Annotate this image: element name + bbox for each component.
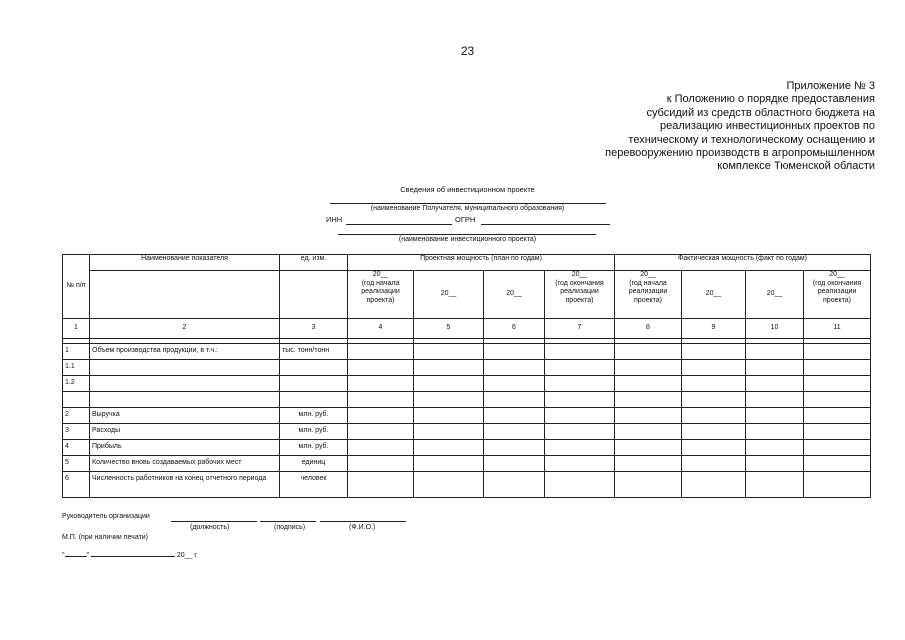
data-cell[interactable] [615, 440, 682, 456]
data-cell[interactable] [545, 424, 615, 440]
table-row [63, 472, 871, 498]
ogrn-label: ОГРН [455, 215, 476, 224]
year-note: (год начала реализации проекта) [361, 279, 400, 304]
year-note: (год начала реализации проекта) [628, 279, 668, 304]
data-cell[interactable] [414, 440, 484, 456]
data-cell[interactable] [348, 424, 414, 440]
data-cell[interactable] [545, 360, 615, 376]
month-blank[interactable] [91, 556, 175, 557]
header-plan-group: Проектная мощность (план по годам) [348, 255, 615, 271]
row-num: 1 [63, 344, 90, 360]
col-number: 4 [348, 319, 414, 339]
row-num: 2 [63, 408, 90, 424]
data-cell[interactable] [746, 344, 804, 360]
row-name: Объем производства продукции, в т.ч.: [90, 344, 280, 360]
year-label: 20__ [440, 290, 457, 298]
data-cell[interactable] [746, 424, 804, 440]
col-number: 2 [90, 319, 280, 339]
data-cell[interactable] [804, 472, 871, 498]
fact-year-2 [682, 271, 746, 319]
col-number: 1 [63, 319, 90, 339]
data-cell[interactable] [682, 472, 746, 498]
recipient-caption: (наименование Получателя, муниципального образования) [370, 205, 565, 212]
data-cell[interactable] [484, 440, 545, 456]
data-cell[interactable] [746, 392, 804, 408]
year-note: (год окончания реализации проекта) [555, 279, 604, 304]
data-cell[interactable] [348, 440, 414, 456]
row-name[interactable] [90, 392, 280, 408]
data-cell[interactable] [348, 392, 414, 408]
data-cell[interactable] [545, 472, 615, 498]
col-number: 7 [545, 319, 615, 339]
data-cell[interactable] [545, 392, 615, 408]
data-cell[interactable] [414, 392, 484, 408]
data-cell[interactable] [545, 456, 615, 472]
row-name: Количество вновь создаваемых рабочих мест [90, 456, 280, 472]
inn-label: ИНН [326, 215, 343, 224]
header-unit-blank [280, 271, 348, 319]
row-num: 1.1 [63, 360, 90, 376]
col-number: 3 [280, 319, 348, 339]
row-num: 5 [63, 456, 90, 472]
data-cell[interactable] [682, 456, 746, 472]
data-cell[interactable] [682, 376, 746, 392]
data-cell[interactable] [545, 376, 615, 392]
year-label: 20__ [372, 271, 389, 278]
table-row [63, 392, 871, 408]
data-cell[interactable] [804, 376, 871, 392]
plan-year-2 [414, 271, 484, 319]
row-unit: единиц [280, 456, 348, 472]
fio-line[interactable] [320, 521, 406, 522]
signature-caption: (подпись) [274, 524, 306, 531]
data-cell[interactable] [746, 376, 804, 392]
data-cell[interactable] [682, 440, 746, 456]
table-row [63, 440, 871, 456]
recipient-name-line[interactable] [330, 203, 606, 204]
fio-caption: (Ф.И.О.) [349, 524, 376, 531]
data-cell[interactable] [484, 376, 545, 392]
col-number: 8 [615, 319, 682, 339]
data-cell[interactable] [804, 456, 871, 472]
appendix-line: перевооружению производств в агропромышленном [605, 147, 875, 160]
data-cell[interactable] [348, 344, 414, 360]
row-name[interactable] [90, 376, 280, 392]
inn-line[interactable] [346, 224, 452, 225]
data-cell[interactable] [414, 424, 484, 440]
data-cell[interactable] [484, 392, 545, 408]
data-cell[interactable] [804, 424, 871, 440]
data-cell[interactable] [804, 408, 871, 424]
appendix-header [555, 80, 875, 174]
appendix-line: техническому и технологическому оснащению и [628, 133, 875, 146]
row-num: 3 [63, 424, 90, 440]
data-cell[interactable] [804, 392, 871, 408]
data-cell[interactable] [348, 408, 414, 424]
data-cell[interactable] [615, 392, 682, 408]
row-name: Выручка [90, 408, 280, 424]
header-name: Наименование показателя [90, 255, 280, 271]
stamp-note: М.П. (при наличии печати) [62, 534, 149, 541]
data-cell[interactable] [746, 472, 804, 498]
plan-year-4 [545, 271, 615, 319]
data-cell[interactable] [348, 472, 414, 498]
year-note: (год окончания реализации проекта) [812, 279, 862, 304]
data-cell[interactable] [348, 456, 414, 472]
col-number: 9 [682, 319, 746, 339]
data-cell[interactable] [615, 408, 682, 424]
data-cell[interactable] [682, 408, 746, 424]
data-cell[interactable] [682, 360, 746, 376]
row-num: 4 [63, 440, 90, 456]
appendix-line: к Положению о порядке предоставления [666, 93, 875, 106]
col-number: 5 [414, 319, 484, 339]
head-of-organization-label: Руководитель организации [62, 513, 150, 520]
data-cell[interactable] [615, 344, 682, 360]
data-cell[interactable] [484, 344, 545, 360]
date-quote-close: " [86, 552, 89, 559]
data-cell[interactable] [804, 440, 871, 456]
data-cell[interactable] [746, 408, 804, 424]
col-number: 11 [804, 319, 871, 339]
position-caption: (должность) [190, 524, 230, 531]
day-blank[interactable] [65, 556, 87, 557]
data-cell[interactable] [414, 344, 484, 360]
year-label: 20__ [766, 290, 783, 298]
signature-line[interactable] [260, 521, 316, 522]
table-row [63, 408, 871, 424]
table-row [63, 424, 871, 440]
data-cell[interactable] [414, 472, 484, 498]
col-number: 6 [484, 319, 545, 339]
form-title: Сведения об инвестиционном проекте [400, 185, 535, 194]
project-caption: (наименование инвестиционного проекта) [398, 236, 537, 243]
table-row [63, 456, 871, 472]
row-name: Расходы [90, 424, 280, 440]
data-cell[interactable] [545, 408, 615, 424]
column-numbers-row [63, 319, 871, 339]
data-cell[interactable] [414, 456, 484, 472]
row-unit[interactable] [280, 376, 348, 392]
row-unit[interactable] [280, 360, 348, 376]
row-unit: млн. руб. [280, 440, 348, 456]
col-number: 10 [746, 319, 804, 339]
fact-year-1 [615, 271, 682, 319]
data-cell[interactable] [484, 472, 545, 498]
data-cell[interactable] [682, 392, 746, 408]
data-cell[interactable] [545, 344, 615, 360]
data-cell[interactable] [804, 360, 871, 376]
year-label: 20__ [506, 290, 522, 298]
ogrn-line[interactable] [481, 224, 610, 225]
data-cell[interactable] [682, 344, 746, 360]
data-cell[interactable] [414, 360, 484, 376]
row-name[interactable] [90, 360, 280, 376]
header-unit: ед. изм. [280, 255, 348, 271]
header-name-blank [90, 271, 280, 319]
page-number: 23 [460, 44, 475, 58]
data-cell[interactable] [615, 376, 682, 392]
data-cell[interactable] [746, 360, 804, 376]
data-cell[interactable] [414, 408, 484, 424]
data-cell[interactable] [682, 424, 746, 440]
data-cell[interactable] [746, 456, 804, 472]
data-cell[interactable] [484, 456, 545, 472]
appendix-line: субсидий из средств областного бюджета на [646, 106, 875, 119]
year-label: 20__ [705, 290, 722, 298]
table-row [63, 344, 871, 360]
project-data-table [62, 254, 871, 498]
data-cell[interactable] [545, 440, 615, 456]
position-line[interactable] [171, 521, 257, 522]
header-num: № п/п [63, 255, 90, 319]
data-cell[interactable] [615, 424, 682, 440]
data-cell[interactable] [746, 440, 804, 456]
row-name: Прибыль [90, 440, 280, 456]
data-cell[interactable] [484, 424, 545, 440]
plan-year-1 [348, 271, 414, 319]
appendix-line: реализацию инвестиционных проектов по [660, 120, 875, 133]
data-cell[interactable] [615, 456, 682, 472]
fact-year-3 [746, 271, 804, 319]
row-unit[interactable] [280, 392, 348, 408]
row-unit: тыс. тонн/тонн [280, 344, 348, 360]
year-label: 20__ [829, 271, 845, 278]
date-year: 20__ г [176, 552, 197, 559]
data-cell[interactable] [484, 360, 545, 376]
project-name-line[interactable] [338, 234, 596, 235]
row-num [63, 392, 90, 408]
date-line [62, 552, 197, 559]
table-row [63, 376, 871, 392]
row-unit: млн. руб. [280, 408, 348, 424]
date-quote-open: " [62, 552, 65, 559]
appendix-line: Приложение № 3 [786, 80, 875, 92]
data-cell[interactable] [348, 360, 414, 376]
row-unit: человек [280, 472, 348, 498]
data-cell[interactable] [348, 376, 414, 392]
table-row [63, 360, 871, 376]
data-cell[interactable] [615, 472, 682, 498]
appendix-line: комплексе Тюменской области [717, 160, 875, 173]
plan-year-3 [484, 271, 545, 319]
data-cell[interactable] [804, 344, 871, 360]
row-unit: млн. руб. [280, 424, 348, 440]
row-name: Численность работников на конец отчетного периода [90, 472, 280, 498]
year-label: 20__ [571, 271, 588, 278]
header-fact-group: Фактическая мощность (факт по годам) [615, 255, 871, 271]
fact-year-4 [804, 271, 871, 319]
year-label: 20__ [640, 271, 656, 278]
data-cell[interactable] [414, 376, 484, 392]
row-num: 6 [63, 472, 90, 498]
row-num: 1.2 [63, 376, 90, 392]
data-cell[interactable] [615, 360, 682, 376]
data-cell[interactable] [484, 408, 545, 424]
